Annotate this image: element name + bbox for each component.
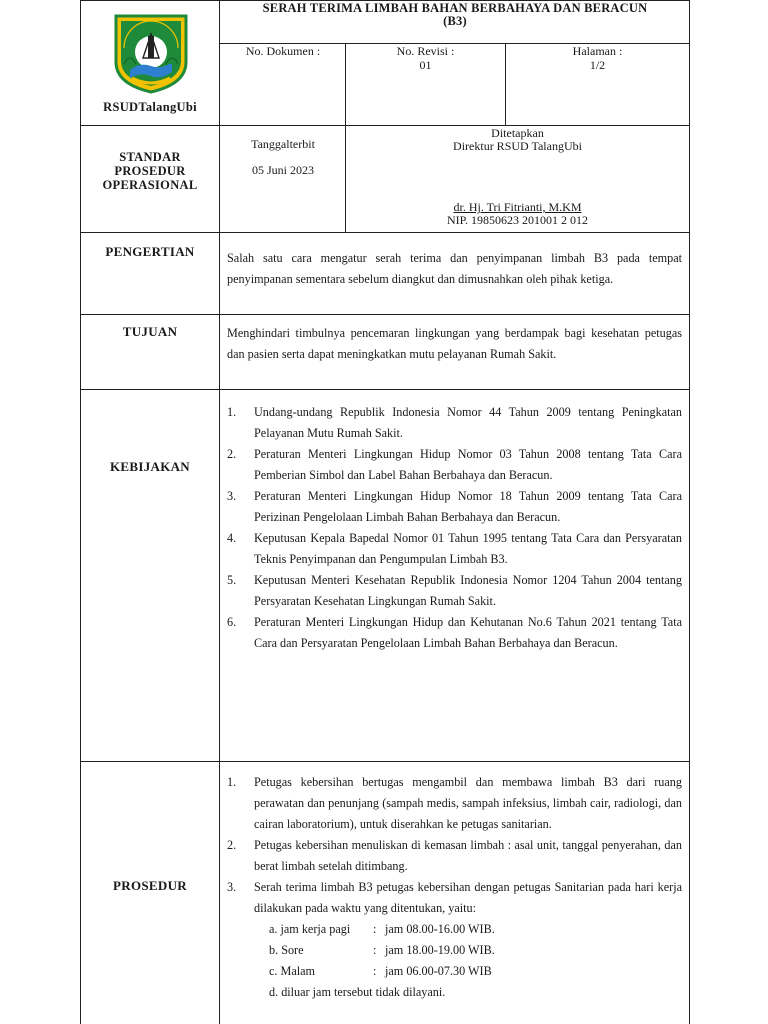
doc-number-label: No. Dokumen : — [245, 44, 321, 58]
page-label: Halaman : — [572, 44, 623, 58]
list-item: 1. Undang-undang Republik Indonesia Nomor 44 Tahun 2009 tentang Peningkatan Pelayanan Mutu Rumah Sakit. — [227, 405, 682, 440]
established-label: Ditetapkan — [491, 126, 544, 140]
document-title: SERAH TERIMA LIMBAH BAHAN BERBAHAYA DAN BERACUN (B3) — [262, 1, 648, 28]
sub-list-item: b. Sore : jam 18.00-19.00 WIB. — [269, 943, 495, 957]
list-item: 4. Keputusan Kepala Bapedal Nomor 01 Tahun 1995 tentang Tata Cara dan Persyaratan Teknis Penyimpanan dan Pengumpulan Limbah B3. — [227, 531, 682, 566]
row-divider-pengertian — [80, 314, 690, 315]
list-item: 2. Petugas kebersihan menuliskan di kemasan limbah : asal unit, tanggal penyerahan, dan berat limbah setelah ditimbang. — [227, 838, 682, 873]
prosedur-list — [227, 772, 682, 1003]
sop-label-line-3: OPERASIONAL — [102, 178, 198, 192]
column-divider — [219, 0, 220, 1024]
revision-value: 01 — [419, 58, 432, 72]
sub-list-item: c. Malam : jam 06.00-07.30 WIB — [269, 964, 492, 978]
list-item: 3. Serah terima limbah B3 petugas kebersihan dengan petugas Sanitarian pada hari kerja dilakukan pada waktu yang ditentukan, yaitu: — [227, 880, 682, 915]
list-item: 3. Peraturan Menteri Lingkungan Hidup Nomor 18 Tahun 2009 tentang Tata Cara Perizinan Pengelolaan Limbah Bahan Berbahaya dan Beracun. — [227, 489, 682, 524]
issued-date: 05 Juni 2023 — [251, 163, 314, 177]
list-item: 5. Keputusan Menteri Kesehatan Republik Indonesia Nomor 1204 Tahun 2004 tentang Persyaratan Kesehatan Lingkungan Rumah Sakit. — [227, 573, 682, 608]
list-item: 6. Peraturan Menteri Lingkungan Hidup dan Kehutanan No.6 Tahun 2021 tentang Tata Cara dan Persyaratan Pengelolaan Limbah Bahan Berbahaya dan Beracun. — [227, 615, 682, 650]
hospital-logo — [112, 12, 190, 94]
sub-list-item: d. diluar jam tersebut tidak dilayani. — [269, 985, 446, 999]
pengertian-label: PENGERTIAN — [105, 244, 195, 259]
sop-label-line-2: PROSEDUR — [114, 164, 186, 178]
director-nip: NIP. 19850623 201001 2 012 — [446, 213, 588, 227]
row-divider-kebijakan — [80, 761, 690, 762]
sop-label-line-1: STANDAR — [119, 150, 181, 164]
hospital-name: RSUDTalangUbi — [103, 100, 197, 114]
list-item: 1. Petugas kebersihan bertugas mengambil dan membawa limbah B3 dari ruang perawatan dan penunjang (sampah medis, sampah infeksius, limbah cair, radiologi, dan cairan laboratorium), untuk diserahkan ke petugas sanitarian. — [227, 775, 682, 831]
tujuan-label: TUJUAN — [122, 324, 178, 339]
tujuan-text: Menghindari timbulnya pencemaran lingkungan yang berdampak bagi kesehatan petugas dan pasien serta dapat meningkatkan mutu pelayanan Rumah Sakit. — [227, 326, 682, 361]
header-divider-2 — [80, 232, 690, 233]
row-divider-tujuan — [80, 389, 690, 390]
list-item: 2. Peraturan Menteri Lingkungan Hidup Nomor 03 Tahun 2008 tentang Tata Cara Pemberian Simbol dan Label Bahan Berbahaya dan Beracun. — [227, 447, 682, 482]
sop-label — [82, 150, 218, 192]
sub-list-item: a. jam kerja pagi : jam 08.00-16.00 WIB. — [269, 922, 495, 936]
revision-label: No. Revisi : — [396, 44, 455, 58]
director-name: dr. Hj. Tri Fitrianti, M.KM — [453, 200, 582, 214]
director-title: Direktur RSUD TalangUbi — [453, 139, 582, 153]
table-border-right — [689, 0, 690, 1024]
kebijakan-list — [227, 402, 682, 654]
sub-list — [227, 919, 682, 1003]
prosedur-label: PROSEDUR — [113, 878, 187, 893]
page-value: 1/2 — [589, 58, 606, 72]
table-border-left — [80, 0, 81, 1024]
kebijakan-label: KEBIJAKAN — [110, 459, 190, 474]
pengertian-text: Salah satu cara mengatur serah terima dan penyimpanan limbah B3 pada tempat penyimpanan sementara sebelum diangkut dan dimusnahkan oleh pihak ketiga. — [227, 251, 682, 286]
issued-label: Tanggalterbit — [251, 137, 315, 151]
